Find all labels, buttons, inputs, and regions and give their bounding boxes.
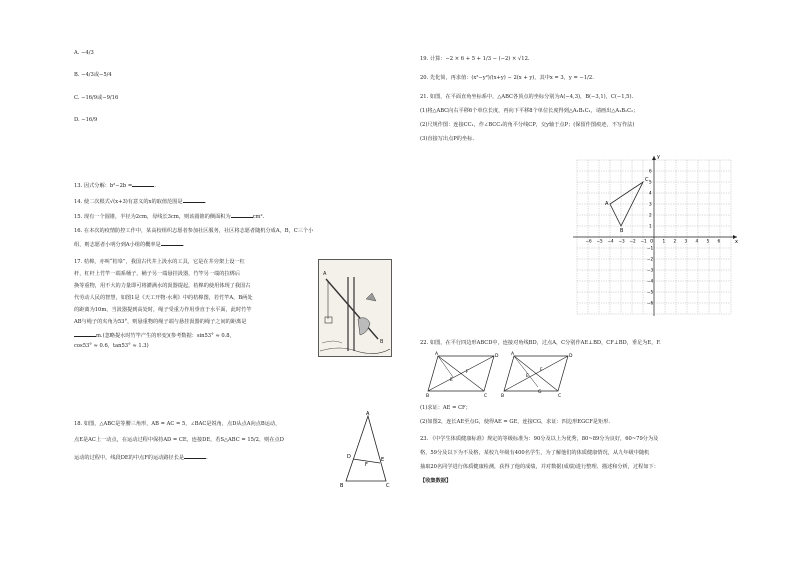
- y-tick-label: −6: [647, 300, 654, 306]
- option-a: [74, 50, 94, 57]
- y-tick-label: 3: [649, 201, 652, 207]
- y-tick-label: 6: [649, 168, 652, 174]
- y-tick-label: 4: [649, 190, 652, 196]
- option-b: [74, 72, 112, 79]
- question-17-line-1: 17. 桔槔，亦叫“桔皋”，我国古代井上汲水的工具，它是在井旁架上设一杠: [74, 259, 245, 265]
- question-19: 19. 计算：−2 × 6 + 5 + 1/3 − (−2) × √12.: [420, 56, 530, 62]
- vertex-c-label: C: [645, 177, 649, 183]
- question-17-text: m.(忽略提水时竹竿产生的形变)(参考数据：sin53° ≈ 0.8,: [96, 333, 232, 339]
- vertex-b-label: B: [340, 483, 344, 489]
- fig2-label-e: E: [526, 374, 529, 379]
- well-sweep-illustration: [318, 259, 392, 357]
- question-13-text: 13. 因式分解：b²−2b =: [74, 183, 133, 189]
- fig2-label-a: A: [511, 352, 515, 357]
- x-tick-label: 5: [706, 238, 710, 244]
- y-axis-label: y: [657, 154, 660, 160]
- vertex-c-label: C: [386, 483, 390, 489]
- x-tick-label: −4: [607, 238, 614, 244]
- x-tick-label: −5: [596, 238, 603, 244]
- question-15-unit: cm².: [252, 214, 265, 220]
- y-tick-label: −3: [647, 267, 654, 273]
- question-18-text: 运动的过程中，线段DE的中点F的运动路径长是: [74, 455, 185, 461]
- question-17-line-4: 代劳动人民的智慧，如图1是《天工开物·水利》中的桔槔图，若竹竿A，B两处: [74, 295, 253, 301]
- fig2-label-f: F: [540, 368, 543, 373]
- option-c: [74, 95, 118, 102]
- fig2-label-c: C: [558, 394, 562, 399]
- figure-label-b: B: [380, 339, 384, 345]
- point-d-label: D: [347, 454, 351, 460]
- y-tick-label: −4: [647, 278, 654, 284]
- question-16-line-1: 16. 在本次的疫情防控工作中，某高校组织志愿者参加社区服务，社区将志愿者随机分成A，B，C三个小: [74, 228, 314, 234]
- x-tick-label: −2: [629, 238, 636, 244]
- question-18-line-1: 18. 如图，△ABC是等腰三角形，AB = AC = 5，∠BAC是锐角，点D从点A向点B运动，: [74, 421, 281, 427]
- question-13: 13. 因式分解：b²−2b = .: [74, 183, 156, 189]
- question-16-line-2: 组，则志愿者小明分到A小组的概率是 .: [74, 242, 185, 248]
- question-21-line-2: (1)将△ABC向右平移6个单位长度，再向下平移8个单位长度得到△A₁B₁C₁，请画出△A₁B₁C₁；: [420, 108, 639, 114]
- question-22-part-2: (2)如图2，连长AE至点G，使得AE = GE，连接CG，求证：四边形EGCF是矩形.: [420, 419, 611, 425]
- question-17-line-3: 换等重物，用不大的力量即可将灌满水的汲器提起，桔槔的使用体现了我国古: [74, 283, 251, 289]
- question-14-text: 14. 使二次根式√(x+3)有意义的x的取值范围是: [74, 199, 183, 205]
- x-tick-label: 1: [662, 238, 666, 244]
- question-23-line-1: 23. 《中学生体质健康标准》规定的等级标准为：90分及以上为优秀，80~89分为良好，60~79分为及: [420, 436, 659, 442]
- y-tick-label: −5: [647, 289, 654, 295]
- answer-blank: [132, 181, 154, 187]
- answer-blank: [161, 240, 183, 246]
- question-22-part-1: (1)求证：AE = CF；: [420, 405, 471, 411]
- y-tick-label: 1: [649, 223, 652, 229]
- answer-blank: [74, 331, 96, 337]
- question-23-line-2: 格，59分及以下为不及格，某校九年级有400名学生，为了解他们的体质健康情况，从九年级中随机: [420, 450, 650, 456]
- fig2-label-g: G: [538, 390, 542, 395]
- question-21-line-4: (3)直接写出点P的坐标.: [420, 136, 474, 142]
- question-17-line-8: cos53° ≈ 0.6，tan53° ≈ 1.3): [74, 343, 149, 349]
- question-18-line-2: 点E是AC上一动点，在运动过程中保持AD = CE，连接DE，若S△ABC = 15/2，则在点D: [74, 437, 284, 443]
- y-axis-arrow: [652, 156, 656, 160]
- question-17-line-5: 的距离为10m，当汲器提到高处时，绳子受重力作用垂直于水平面，此时竹竿: [74, 307, 252, 313]
- coordinate-grid: [566, 153, 742, 321]
- point-e-label: E: [381, 457, 385, 463]
- question-14: 14. 使二次根式√(x+3)有意义的x的取值范围是 .: [74, 199, 207, 205]
- answer-blank: [183, 197, 205, 203]
- x-tick-label: 3: [684, 238, 688, 244]
- option-d: [74, 117, 97, 124]
- question-20: 20. 先化简，再求值：(x²−y²)/(x+y) − 2(x + y)，其中x = 3，y = −1/2.: [420, 75, 594, 81]
- figure-label-a: A: [323, 271, 327, 277]
- vertex-b-label: B: [620, 228, 624, 234]
- x-tick-label: 6: [717, 238, 721, 244]
- question-21-line-1: 21. 如图，在平面直角坐标系中，△ABC各顶点的坐标分别为A(−4,3)，B(−3,1)，C(−1,5).: [420, 94, 634, 100]
- parallelogram-figure-2: [501, 351, 573, 399]
- x-tick-label: O: [650, 238, 654, 244]
- question-15: [74, 212, 264, 221]
- y-tick-label: 2: [649, 212, 652, 218]
- x-tick-label: −3: [618, 238, 625, 244]
- question-17-line-7: [74, 331, 231, 340]
- question-17-line-6: AB与绳子的夹角为53°，则悬重物的绳子端与悬挂汲器的绳子之间的距离是: [74, 319, 247, 325]
- x-axis-label: x: [735, 239, 738, 245]
- x-tick-label: 2: [673, 238, 677, 244]
- option-a-value: −4/3: [81, 50, 94, 56]
- fig1-label-d: D: [495, 354, 499, 359]
- option-c-value: −16/9或−9/16: [81, 95, 119, 101]
- option-a-label: A.: [74, 50, 80, 56]
- fig1-label-c: C: [484, 394, 488, 399]
- question-17-line-2: 杆，杠杆上竹竿一端系桶子，桶子另一端悬挂汲器，竹竿另一端的拉绑后: [74, 271, 241, 277]
- option-d-label: D.: [74, 117, 80, 123]
- option-c-label: C.: [74, 95, 80, 101]
- fig2-label-b: B: [501, 394, 505, 399]
- isosceles-triangle-figure: [338, 411, 394, 489]
- point-f-label: F: [365, 462, 368, 468]
- question-21-line-3: (2)尺规作图：连接CC₁，作∠BCC₁的角平分线CP，交y轴于点P；(保留作图痕迹，不写作法): [420, 122, 635, 128]
- option-b-value: −4/3或−5/4: [81, 72, 112, 78]
- x-tick-label: −1: [640, 238, 647, 244]
- vertex-a-label: A: [605, 201, 609, 207]
- fig1-label-e: E: [450, 378, 453, 383]
- fig1-label-a: A: [435, 352, 439, 357]
- y-tick-label: 5: [649, 179, 652, 185]
- fig2-label-d: D: [569, 354, 573, 359]
- question-23-line-3: 抽取20名同学进行体质健康检测，获得了他的成绩，并对数据(成绩)进行整理、描述和分析，过程如下：: [420, 464, 659, 470]
- option-b-label: B.: [74, 72, 80, 78]
- y-tick-label: −1: [647, 245, 654, 251]
- fig1-label-b: B: [426, 394, 430, 399]
- answer-blank: [184, 453, 206, 459]
- question-23-section-header: 【收集数据】: [420, 478, 452, 484]
- question-18-line-3: 运动的过程中，线段DE的中点F的运动路径长是 .: [74, 455, 208, 461]
- parallelogram-figures: [426, 351, 576, 399]
- x-tick-label: 4: [695, 238, 699, 244]
- question-16-text: 组，则志愿者小明分到A小组的概率是: [74, 242, 161, 248]
- answer-blank: [231, 212, 253, 218]
- question-22: 22. 如图，在平行四边形ABCD中，连接对角线BD，过点A，C分别作AE⊥BD，CF⊥BD，垂足为E，F.: [420, 340, 661, 346]
- y-tick-label: −2: [647, 256, 654, 262]
- triangle-abc: [605, 177, 649, 234]
- grid-axes: [573, 154, 738, 316]
- vertex-a-label: A: [366, 411, 370, 417]
- option-d-value: −16/9: [81, 117, 98, 123]
- x-tick-label: −6: [585, 238, 592, 244]
- fig1-label-f: F: [466, 370, 469, 375]
- question-15-text: 15. 现有一个圆锥，半径为2cm，母线长3cm，则该圆锥的侧面积为: [74, 214, 231, 220]
- parallelogram-figure-1: [426, 351, 499, 399]
